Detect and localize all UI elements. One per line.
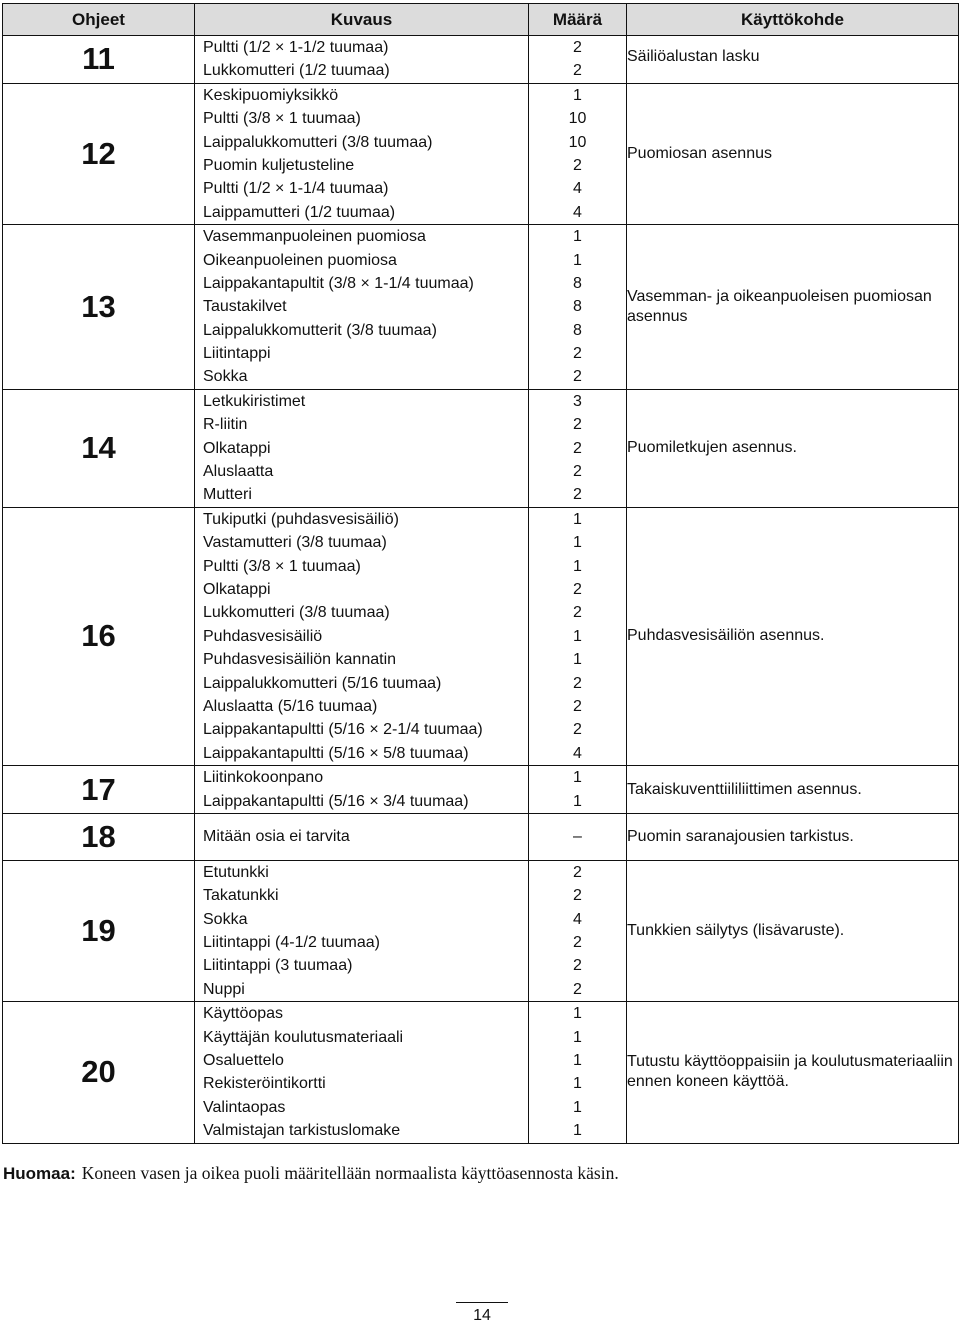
part-quantity: 1 [573,557,582,575]
part-quantity: 1 [573,1122,582,1140]
page-number: 14 [473,1307,491,1324]
table-row [3,813,959,860]
part-quantity: 1 [573,534,582,552]
part-description: Pultti (3/8 × 1 tuumaa) [203,110,361,128]
table-row [3,36,959,84]
part-description: Sokka [203,368,248,386]
part-description: Mitään osia ei tarvita [203,828,350,846]
part-description: Valmistajan tarkistuslomake [203,1122,401,1140]
note [3,1163,619,1184]
part-description: Liitinkokoonpano [203,769,324,787]
part-quantity: 1 [573,510,582,528]
part-description: Aluslaatta (5/16 tuumaa) [203,697,378,715]
part-description: Taustakilvet [203,298,287,316]
part-description: Olkatappi [203,439,271,457]
description-cell [195,860,529,1001]
part-description: Liitintappi [203,345,271,363]
purpose-cell: Puomiletkujen asennus. [627,389,959,507]
step-number: 17 [3,766,195,814]
part-quantity: 1 [573,228,582,246]
part-description: Nuppi [203,980,245,998]
step-number: 18 [3,813,195,860]
part-quantity: 2 [573,863,582,881]
part-quantity: 2 [573,957,582,975]
part-quantity: 8 [573,274,582,292]
part-quantity: 2 [573,62,582,80]
part-description: Keskipuomiyksikkö [203,86,339,104]
part-quantity: 4 [573,203,582,221]
step-number: 19 [3,860,195,1001]
part-description: Rekisteröintikortti [203,1075,326,1093]
table-row [3,225,959,390]
part-quantity: 8 [573,298,582,316]
step-number: 13 [3,225,195,390]
part-quantity: 4 [573,744,582,762]
description-cell [195,1002,529,1143]
description-cell [195,36,529,84]
table-body [3,36,959,1144]
part-quantity: 4 [573,180,582,198]
part-description: Lukkomutteri (1/2 tuumaa) [203,62,390,80]
purpose-cell: Tunkkien säilytys (lisävaruste). [627,860,959,1001]
quantity-cell [529,36,627,84]
quantity-cell [529,1002,627,1143]
part-quantity: 2 [573,674,582,692]
note-text: Koneen vasen ja oikea puoli määritellään normaalista käyttöasennosta käsin. [81,1163,619,1183]
table-row [3,389,959,507]
part-description: Liitintappi (4-1/2 tuumaa) [203,934,380,952]
part-quantity: 2 [573,416,582,434]
header-step: Ohjeet [3,4,195,36]
description-cell [195,389,529,507]
part-description: Pultti (3/8 × 1 tuumaa) [203,557,361,575]
description-cell [195,813,529,860]
quantity-cell [529,860,627,1001]
part-quantity: 2 [573,345,582,363]
part-quantity: 2 [573,934,582,952]
part-description: Laippalukkomutteri (3/8 tuumaa) [203,133,433,151]
step-number: 12 [3,83,195,224]
part-quantity: 1 [573,1098,582,1116]
step-number: 11 [3,36,195,84]
part-quantity: 10 [568,110,587,128]
quantity-cell [529,813,627,860]
description-cell [195,766,529,814]
part-quantity: 2 [573,39,582,56]
part-description: Vasemmanpuoleinen puomiosa [203,228,426,246]
part-description: Mutteri [203,486,252,504]
part-description: Etutunkki [203,863,269,881]
part-description: Käyttöopas [203,1005,284,1023]
part-description: Takatunkki [203,887,279,905]
part-description: Tukiputki (puhdasvesisäiliö) [203,510,399,528]
table-row [3,1002,959,1143]
part-quantity: – [573,828,582,846]
part-quantity: 1 [573,251,582,269]
step-number: 14 [3,389,195,507]
header-quantity: Määrä [529,4,627,36]
part-description: Vastamutteri (3/8 tuumaa) [203,534,387,552]
part-description: Osaluettelo [203,1052,284,1070]
part-description: R-liitin [203,416,248,434]
part-quantity: 2 [573,486,582,504]
purpose-cell: Vasemman- ja oikeanpuoleisen puomiosan asennus [627,225,959,390]
footer-rule [456,1302,508,1303]
part-quantity: 2 [573,368,582,386]
quantity-cell [529,83,627,224]
part-quantity: 4 [573,910,582,928]
part-description: Laippalukkomutterit (3/8 tuumaa) [203,321,437,339]
part-description: Lukkomutteri (3/8 tuumaa) [203,604,390,622]
part-quantity: 10 [568,133,587,151]
part-description: Puomin kuljetusteline [203,156,355,174]
part-description: Aluslaatta [203,463,274,481]
part-description: Laippakantapultit (3/8 × 1-1/4 tuumaa) [203,274,474,292]
part-description: Letkukiristimet [203,392,306,410]
part-description: Puhdasvesisäiliö [203,627,323,645]
part-quantity: 1 [573,769,582,787]
purpose-cell: Puhdasvesisäiliön asennus. [627,507,959,765]
part-quantity: 2 [573,721,582,739]
part-description: Sokka [203,910,248,928]
part-quantity: 8 [573,321,582,339]
part-description: Oikeanpuoleinen puomiosa [203,251,397,269]
part-quantity: 1 [573,1052,582,1070]
part-quantity: 2 [573,580,582,598]
part-description: Laippamutteri (1/2 tuumaa) [203,203,396,221]
part-description: Liitintappi (3 tuumaa) [203,957,353,975]
parts-table [2,3,959,1144]
part-description: Laippakantapultti (5/16 × 5/8 tuumaa) [203,744,469,762]
purpose-cell: Puomiosan asennus [627,83,959,224]
part-quantity: 1 [573,86,582,104]
part-quantity: 2 [573,439,582,457]
part-description: Pultti (1/2 × 1-1/2 tuumaa) [203,39,389,56]
table-row [3,83,959,224]
part-quantity: 2 [573,604,582,622]
quantity-cell [529,766,627,814]
part-quantity: 2 [573,463,582,481]
part-description: Laippakantapultti (5/16 × 2-1/4 tuumaa) [203,721,483,739]
part-description: Pultti (1/2 × 1-1/4 tuumaa) [203,180,389,198]
header-purpose: Käyttökohde [627,4,959,36]
part-description: Olkatappi [203,580,271,598]
part-quantity: 2 [573,697,582,715]
header-description: Kuvaus [195,4,529,36]
part-description: Valintaopas [203,1098,286,1116]
step-number: 16 [3,507,195,765]
part-description: Puhdasvesisäiliön kannatin [203,651,397,669]
quantity-cell [529,389,627,507]
part-description: Käyttäjän koulutusmateriaali [203,1028,404,1046]
note-label: Huomaa: [3,1164,76,1183]
purpose-cell: Säiliöalustan lasku [627,36,959,84]
table-row [3,766,959,814]
part-quantity: 3 [573,392,582,410]
table-row [3,860,959,1001]
description-cell [195,507,529,765]
purpose-cell: Takaiskuventtiililiittimen asennus. [627,766,959,814]
part-quantity: 2 [573,887,582,905]
quantity-cell [529,225,627,390]
part-description: Laippalukkomutteri (5/16 tuumaa) [203,674,442,692]
description-cell [195,225,529,390]
part-quantity: 2 [573,980,582,998]
part-quantity: 2 [573,156,582,174]
description-cell [195,83,529,224]
step-number: 20 [3,1002,195,1143]
table-row [3,507,959,765]
quantity-cell [529,507,627,765]
part-description: Laippakantapultti (5/16 × 3/4 tuumaa) [203,792,469,810]
part-quantity: 1 [573,651,582,669]
part-quantity: 1 [573,1075,582,1093]
purpose-cell: Puomin saranajousien tarkistus. [627,813,959,860]
table-header-row [3,4,959,36]
purpose-cell: Tutustu käyttöoppaisiin ja koulutusmateriaaliin ennen koneen käyttöä. [627,1002,959,1143]
part-quantity: 1 [573,1028,582,1046]
part-quantity: 1 [573,627,582,645]
part-quantity: 1 [573,792,582,810]
part-quantity: 1 [573,1005,582,1023]
